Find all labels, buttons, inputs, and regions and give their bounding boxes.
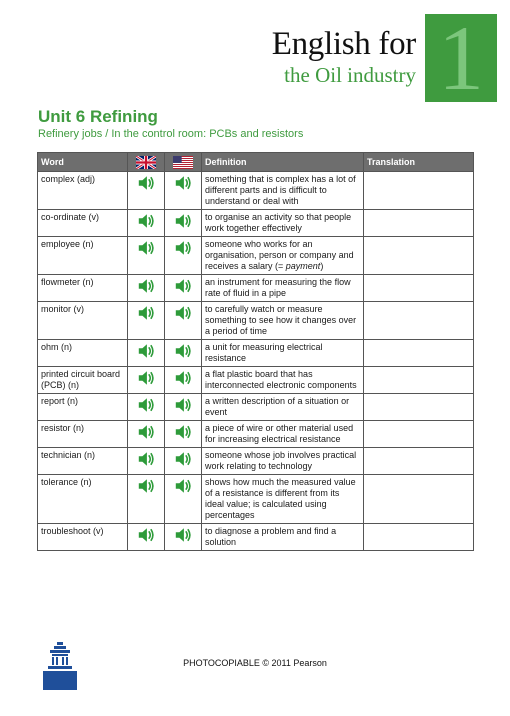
definition-cell: to carefully watch or measure something to see how it changes over a period of time [202,302,364,340]
translation-cell[interactable] [364,302,474,340]
translation-cell[interactable] [364,448,474,475]
us-audio-speaker-icon[interactable] [174,239,192,260]
uk-audio-speaker-icon[interactable] [137,174,155,195]
definition-cell: a flat plastic board that has interconnected electronic components [202,367,364,394]
brand-title-line1: English for [271,26,416,62]
us-audio-cell [165,421,202,448]
us-audio-speaker-icon[interactable] [174,174,192,195]
table-row [38,275,474,302]
translation-cell[interactable] [364,275,474,302]
word-cell: employee (n) [38,237,128,275]
definition-cell: an instrument for measuring the flow rate of fluid in a pipe [202,275,364,302]
word-cell: report (n) [38,394,128,421]
us-audio-speaker-icon[interactable] [174,423,192,444]
table-row [38,172,474,210]
translation-cell[interactable] [364,421,474,448]
table-row [38,237,474,275]
us-audio-cell [165,275,202,302]
uk-audio-speaker-icon[interactable] [137,342,155,363]
col-header-definition: Definition [202,153,364,172]
us-audio-cell [165,448,202,475]
us-audio-speaker-icon[interactable] [174,450,192,471]
uk-audio-speaker-icon[interactable] [137,450,155,471]
brand-title-line2: the Oil industry [284,63,416,87]
word-cell: co-ordinate (v) [38,210,128,237]
uk-audio-speaker-icon[interactable] [137,423,155,444]
translation-cell[interactable] [364,340,474,367]
unit-subtitle: Refinery jobs / In the control room: PCBs and resistors [38,128,304,140]
table-header-row [38,153,474,172]
uk-audio-cell [128,475,165,524]
translation-cell[interactable] [364,524,474,551]
col-header-word: Word [38,153,128,172]
table-row [38,448,474,475]
unit-title: Unit 6 Refining [38,107,158,126]
uk-audio-speaker-icon[interactable] [137,304,155,325]
uk-audio-cell [128,340,165,367]
brand-title [266,26,416,86]
uk-audio-cell [128,367,165,394]
table-row [38,394,474,421]
us-audio-cell [165,302,202,340]
us-audio-speaker-icon[interactable] [174,477,192,498]
uk-audio-speaker-icon[interactable] [137,239,155,260]
vocabulary-table-body [38,172,474,551]
col-header-us [165,153,202,172]
definition-cell: someone whose job involves practical work relating to technology [202,448,364,475]
copyright-notice: PHOTOCOPIABLE © 2011 Pearson [183,658,327,668]
translation-cell[interactable] [364,367,474,394]
vocabulary-table [37,152,474,551]
table-row [38,340,474,367]
uk-audio-cell [128,172,165,210]
definition-cell: to diagnose a problem and find a solution [202,524,364,551]
word-cell: ohm (n) [38,340,128,367]
word-cell: printed circuit board (PCB) (n) [38,367,128,394]
translation-cell[interactable] [364,475,474,524]
definition-cell: to organise an activity so that people work together effectively [202,210,364,237]
word-cell: complex (adj) [38,172,128,210]
us-audio-cell [165,475,202,524]
us-audio-cell [165,524,202,551]
translation-cell[interactable] [364,172,474,210]
uk-audio-speaker-icon[interactable] [137,212,155,233]
us-audio-cell [165,172,202,210]
us-audio-cell [165,394,202,421]
translation-cell[interactable] [364,210,474,237]
uk-audio-speaker-icon[interactable] [137,396,155,417]
uk-audio-cell [128,448,165,475]
book-number: 1 [438,7,484,109]
us-audio-speaker-icon[interactable] [174,212,192,233]
word-cell: monitor (v) [38,302,128,340]
us-flag-icon [173,156,193,169]
word-cell: troubleshoot (v) [38,524,128,551]
table-row [38,524,474,551]
uk-audio-speaker-icon[interactable] [137,526,155,547]
definition-cell: something that is complex has a lot of different parts and is difficult to understand or deal with [202,172,364,210]
word-cell: resistor (n) [38,421,128,448]
definition-cell: a piece of wire or other material used for increasing electrical resistance [202,421,364,448]
uk-audio-speaker-icon[interactable] [137,477,155,498]
us-audio-cell [165,367,202,394]
col-header-translation: Translation [364,153,474,172]
us-audio-cell [165,210,202,237]
us-audio-speaker-icon[interactable] [174,396,192,417]
us-audio-speaker-icon[interactable] [174,342,192,363]
us-audio-speaker-icon[interactable] [174,304,192,325]
us-audio-speaker-icon[interactable] [174,277,192,298]
us-audio-speaker-icon[interactable] [174,369,192,390]
word-cell: tolerance (n) [38,475,128,524]
us-audio-cell [165,237,202,275]
uk-audio-speaker-icon[interactable] [137,277,155,298]
uk-audio-cell [128,275,165,302]
translation-cell[interactable] [364,394,474,421]
table-row [38,475,474,524]
uk-audio-cell [128,237,165,275]
table-row [38,421,474,448]
uk-audio-cell [128,302,165,340]
col-header-uk [128,153,165,172]
us-audio-cell [165,340,202,367]
translation-cell[interactable] [364,237,474,275]
book-number-badge [425,7,497,109]
definition-cell: shows how much the measured value of a resistance is different from its ideal value; is calculated using percentages [202,475,364,524]
definition-cell: a written description of a situation or event [202,394,364,421]
uk-audio-cell [128,394,165,421]
uk-audio-cell [128,421,165,448]
table-row [38,302,474,340]
word-cell: technician (n) [38,448,128,475]
us-audio-speaker-icon[interactable] [174,526,192,547]
definition-cell: someone who works for an organisation, person or company and receives a salary (= payment) [202,237,364,275]
uk-audio-speaker-icon[interactable] [137,369,155,390]
uk-flag-icon [136,156,156,169]
uk-audio-cell [128,524,165,551]
uk-audio-cell [128,210,165,237]
table-row [38,367,474,394]
table-row [38,210,474,237]
definition-cell: a unit for measuring electrical resistance [202,340,364,367]
word-cell: flowmeter (n) [38,275,128,302]
